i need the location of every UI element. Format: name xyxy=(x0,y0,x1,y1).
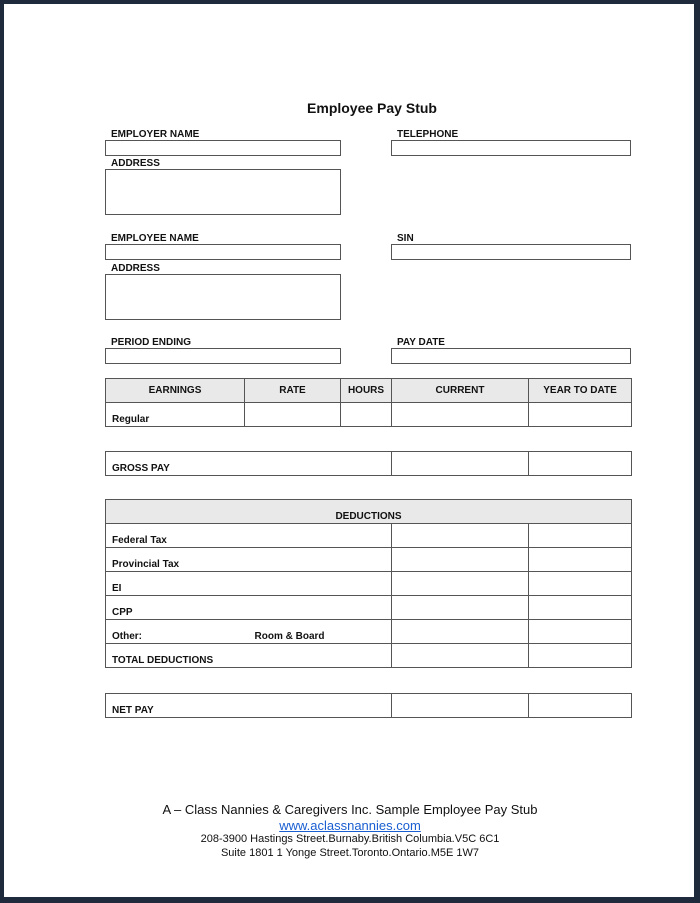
employer-name-field[interactable] xyxy=(105,140,341,156)
footer-address-2: Suite 1801 1 Yonge Street.Toronto.Ontario.M5E 1W7 xyxy=(220,847,480,859)
gross-pay-current-cell[interactable] xyxy=(392,452,529,476)
ei-current-cell[interactable] xyxy=(392,572,529,596)
gross-pay-label: GROSS PAY xyxy=(106,452,392,476)
table-row xyxy=(106,548,632,572)
federal-tax-label: Federal Tax xyxy=(106,524,392,548)
footer-address-1: 208-3900 Hastings Street.Burnaby.British Columbia.V5C 6C1 xyxy=(200,833,500,845)
other-ytd-cell[interactable] xyxy=(529,620,632,644)
other-current-cell[interactable] xyxy=(392,620,529,644)
total-deductions-label: TOTAL DEDUCTIONS xyxy=(106,644,392,668)
gross-pay-table xyxy=(105,451,632,476)
table-row xyxy=(106,596,632,620)
employee-name-label: EMPLOYEE NAME xyxy=(111,233,199,244)
cpp-label: CPP xyxy=(106,596,392,620)
pay-date-field[interactable] xyxy=(391,348,631,364)
regular-current-cell[interactable] xyxy=(392,403,529,427)
employee-name-field[interactable] xyxy=(105,244,341,260)
rate-header: RATE xyxy=(245,379,341,403)
hours-header: HOURS xyxy=(341,379,392,403)
other-label: Other: xyxy=(106,620,249,644)
deductions-header: DEDUCTIONS xyxy=(106,500,632,524)
employer-address-field[interactable] xyxy=(105,169,341,215)
provincial-tax-ytd-cell[interactable] xyxy=(529,548,632,572)
regular-rate-cell[interactable] xyxy=(245,403,341,427)
deductions-table xyxy=(105,499,632,668)
employee-address-field[interactable] xyxy=(105,274,341,320)
regular-ytd-cell[interactable] xyxy=(529,403,632,427)
ytd-header: YEAR TO DATE xyxy=(529,379,632,403)
period-ending-field[interactable] xyxy=(105,348,341,364)
regular-hours-cell[interactable] xyxy=(341,403,392,427)
page-title: Employee Pay Stub xyxy=(307,100,437,116)
employee-address-label: ADDRESS xyxy=(111,263,160,274)
table-row xyxy=(106,403,632,427)
provincial-tax-label: Provincial Tax xyxy=(106,548,392,572)
provincial-tax-current-cell[interactable] xyxy=(392,548,529,572)
regular-label: Regular xyxy=(106,403,245,427)
gross-pay-ytd-cell[interactable] xyxy=(529,452,632,476)
employer-name-label: EMPLOYER NAME xyxy=(111,129,200,140)
federal-tax-ytd-cell[interactable] xyxy=(529,524,632,548)
period-ending-label: PERIOD ENDING xyxy=(111,337,192,348)
net-pay-table xyxy=(105,693,632,718)
telephone-label: TELEPHONE xyxy=(397,129,459,140)
current-header: CURRENT xyxy=(392,379,529,403)
net-pay-label: NET PAY xyxy=(106,694,392,718)
table-row xyxy=(106,644,632,668)
footer-company: A – Class Nannies & Caregivers Inc. Sample Employee Pay Stub xyxy=(162,802,538,817)
sin-label: SIN xyxy=(397,233,414,244)
total-deductions-ytd-cell[interactable] xyxy=(529,644,632,668)
employer-address-label: ADDRESS xyxy=(111,158,160,169)
ei-label: EI xyxy=(106,572,392,596)
net-pay-current-cell[interactable] xyxy=(392,694,529,718)
footer-website-link[interactable]: www.aclassnannies.com xyxy=(279,818,421,833)
federal-tax-current-cell[interactable] xyxy=(392,524,529,548)
table-row xyxy=(106,572,632,596)
ei-ytd-cell[interactable] xyxy=(529,572,632,596)
table-row xyxy=(106,524,632,548)
total-deductions-current-cell[interactable] xyxy=(392,644,529,668)
earnings-header: EARNINGS xyxy=(106,379,245,403)
cpp-current-cell[interactable] xyxy=(392,596,529,620)
cpp-ytd-cell[interactable] xyxy=(529,596,632,620)
telephone-field[interactable] xyxy=(391,140,631,156)
earnings-table xyxy=(105,378,632,427)
pay-stub-page xyxy=(4,4,694,897)
net-pay-ytd-cell[interactable] xyxy=(529,694,632,718)
pay-date-label: PAY DATE xyxy=(397,337,445,348)
table-row xyxy=(106,620,632,644)
sin-field[interactable] xyxy=(391,244,631,260)
other-value: Room & Board xyxy=(249,620,392,644)
